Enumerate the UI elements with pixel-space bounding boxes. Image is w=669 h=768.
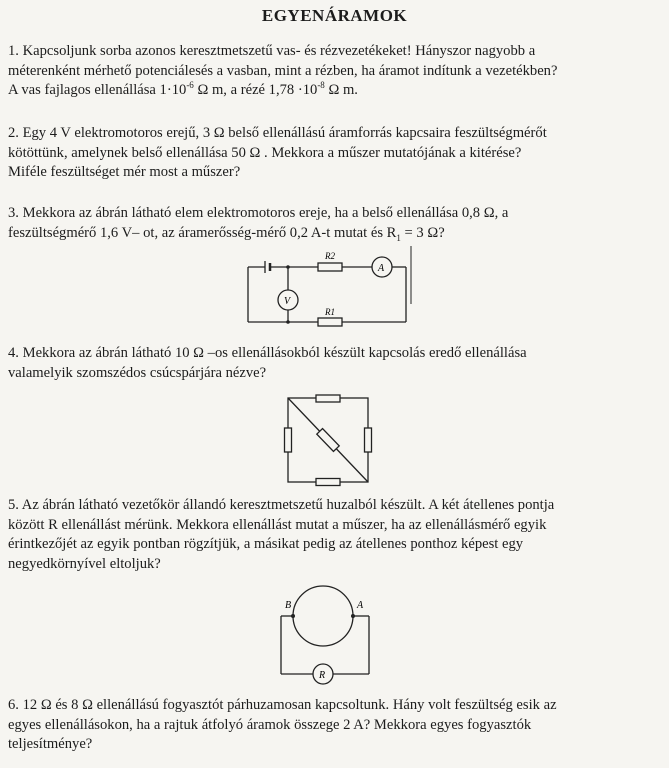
ammeter-label: A: [378, 263, 385, 274]
problem-3: [8, 204, 660, 243]
resistor-diagonal: [317, 429, 339, 452]
page-title: EGYENÁRAMOK: [261, 6, 408, 25]
problem-4-line-2: valamelyik szomszédos csúcspárjára nézve?: [8, 364, 267, 381]
problem-1-exp-b: -8: [317, 80, 325, 91]
circuit-figure-3: [238, 244, 418, 344]
problem-5: [8, 496, 660, 574]
point-b-label: B: [285, 600, 292, 611]
problem-2-line-2: kötöttünk, amelynek belső ellenállása 50 Ω . Mekkora a műszer mutatójának a kitérése?: [8, 144, 522, 161]
problem-2-line-3: Miféle feszültséget mér most a műszer?: [8, 164, 241, 180]
problem-1-text-c: Ω m.: [324, 82, 358, 98]
r1-label: R1: [325, 307, 335, 317]
resistor-left: [285, 428, 292, 452]
problem-1: [8, 42, 660, 101]
problem-4-line-1: 4. Mekkora az ábrán látható 10 Ω –os ellenállásokból készült kapcsolás eredő ellenállása: [8, 345, 527, 361]
problem-3-text-a: feszültségmérő 1,6 V– ot, az áramerősség-mérő 0,2 A-t mutat és R: [8, 224, 397, 241]
problem-1-line-3: [8, 81, 660, 101]
resistor-r1: [318, 318, 342, 326]
resistor-right: [365, 428, 372, 452]
problem-6-line-3: teljesítménye?: [8, 736, 93, 752]
problem-6-line-2: egyes ellenállásokon, ha a rajtuk átfolyó áramok összege 2 A? Mekkora egyes fogyasztók: [8, 716, 532, 733]
problem-1-text-a: A vas fajlagos ellenállása 1·10: [8, 82, 187, 98]
problem-2-line-1: 2. Egy 4 V elektromotoros erejű, 3 Ω belső ellenállású áramforrás kapcsaira feszültségmérőt: [8, 125, 547, 141]
problem-6: [8, 696, 660, 755]
problem-6-line-1: 6. 12 Ω és 8 Ω ellenállású fogyasztót párhuzamosan kapcsoltunk. Hány volt feszültség esik az: [8, 697, 557, 713]
problem-1-exp-a: -6: [186, 80, 194, 91]
problem-1-line-2: méterenként mérhető potenciálesés a vasban, mint a rézben, ha áramot indítunk a vezetékben?: [8, 62, 558, 79]
ohmmeter-label: R: [319, 670, 326, 681]
problem-2: [8, 124, 660, 183]
point-a-label: A: [357, 600, 364, 611]
problem-1-line-1: 1. Kapcsoljunk sorba azonos keresztmetszetű vas- és rézvezetékeket! Hányszor nagyobb a: [8, 43, 536, 59]
resistor-bottom: [316, 479, 340, 486]
r2-label: R2: [325, 251, 335, 261]
problem-1-text-b: Ω m, a rézé 1,78 ·10: [193, 82, 318, 98]
wire-ring: [293, 586, 353, 646]
problem-5-line-1: 5. Az ábrán látható vezetőkör állandó keresztmetszetű huzalból készült. A két átellenes pontja: [8, 497, 555, 513]
resistor-top: [316, 395, 340, 402]
problem-3-line-2: [8, 224, 660, 244]
problem-4: [8, 344, 660, 383]
problem-5-line-4: negyedkörnyível eltoljuk?: [8, 555, 161, 572]
problem-5-line-3: érintkezőjét az egyik pontban rögzítjük, a másikat pedig az átellenes ponthoz képest egy: [8, 536, 524, 552]
problem-3-line-1: 3. Mekkora az ábrán látható elem elektromotoros ereje, ha a belső ellenállása 0,8 Ω, a: [8, 205, 509, 221]
voltmeter-label: V: [284, 296, 291, 307]
circle-conductor-figure-5: [265, 582, 385, 692]
problem-3-text-b: = 3 Ω?: [400, 224, 445, 241]
problem-3-sub: 1: [396, 232, 401, 243]
resistor-r2: [318, 263, 342, 271]
resistor-square-figure-4: [280, 392, 380, 492]
problem-5-line-2: között R ellenállást mérünk. Mekkora ellenállást mutat a műszer, ha az ellenállásmérő egyik: [8, 516, 547, 533]
